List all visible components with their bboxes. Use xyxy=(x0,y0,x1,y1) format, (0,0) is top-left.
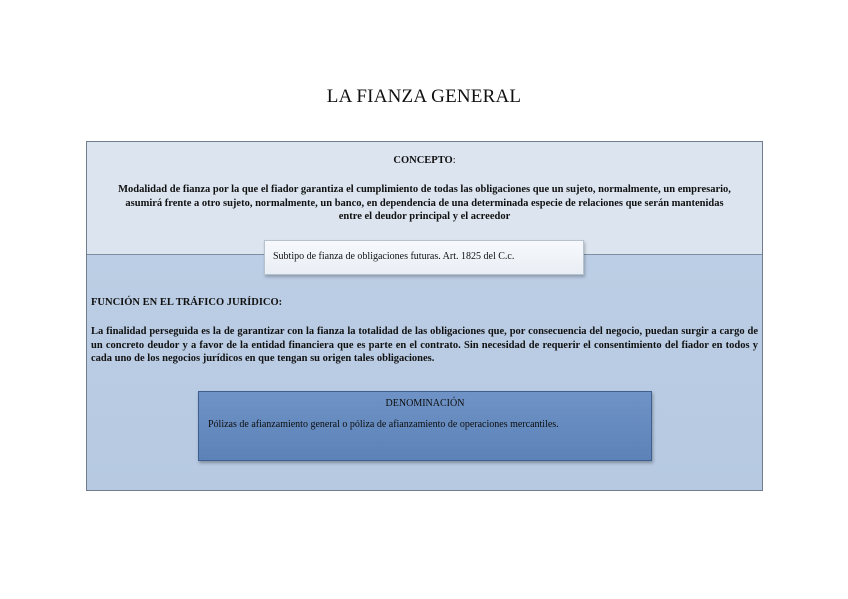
denominacion-text: Pólizas de afianzamiento general o póliza de afianzamiento de operaciones mercantiles. xyxy=(208,419,559,430)
funcion-section xyxy=(87,255,762,490)
concepto-heading-colon: : xyxy=(452,155,456,166)
concepto-heading xyxy=(87,155,762,166)
funcion-heading: FUNCIÓN EN EL TRÁFICO JURÍDICO: xyxy=(91,297,283,308)
concepto-section xyxy=(87,142,762,262)
diagram-frame xyxy=(86,141,763,491)
concepto-definition: Modalidad de fianza por la que el fiador garantiza el cumplimiento de todas las obligaciones que un sujeto, normalmente, un empresario, asumirá frente a otro sujeto, normalmente, un banco, en dependencia de una determinada especie de relaciones que serán mantenidas entre el deudor principal y el acreedor xyxy=(118,184,731,222)
page-title: LA FIANZA GENERAL xyxy=(326,86,522,107)
concepto-heading-label: CONCEPTO xyxy=(393,155,453,166)
subtipo-box: Subtipo de fianza de obligaciones futuras. Art. 1825 del C.c. xyxy=(264,240,584,275)
denominacion-box xyxy=(198,391,652,461)
funcion-description: La finalidad perseguida es la de garantizar con la fianza la totalidad de las obligaciones que, por consecuencia del negocio, puedan surgir a cargo de un concreto deudor y a favor de la entidad financiera que es parte en el contrato. Sin necesidad de requerir el consentimiento del fiador en todos y cada uno de los negocios jurídicos en que tengan su origen tales obligaciones. xyxy=(91,326,758,364)
denominacion-heading: DENOMINACIÓN xyxy=(385,398,465,409)
